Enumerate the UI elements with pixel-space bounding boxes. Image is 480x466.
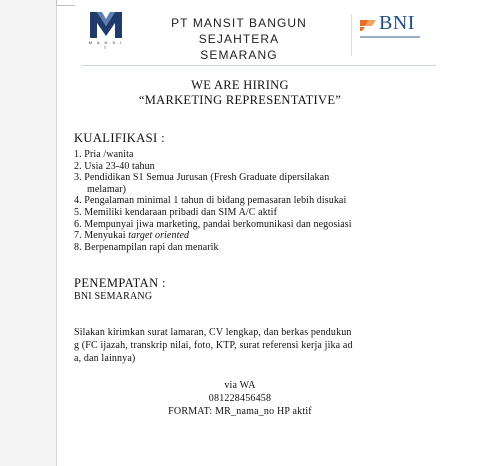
contact-format: FORMAT: MR_nama_no HP aktif xyxy=(168,406,312,417)
list-item: 5. Memiliki kendaraan pribadi dan SIM A/C aktif xyxy=(74,206,277,218)
instructions-line2: g (FC ijazah, transkrip nilai, foto, KTP, surat referensi kerja jika ad xyxy=(74,340,353,351)
list-item: 4. Pengalaman minimal 1 tahun di bidang pemasaran lebih disukai xyxy=(74,195,347,207)
application-instructions xyxy=(74,326,410,365)
qualifications-list xyxy=(74,149,424,253)
headline-line2: “MARKETING REPRESENTATIVE” xyxy=(138,93,342,107)
page-corner-mark xyxy=(56,0,75,6)
bni-emblem-icon xyxy=(360,16,378,34)
instructions-line3: a, dan lainnya) xyxy=(74,353,136,364)
qualifications-title: KUALIFIKASI : xyxy=(74,131,165,145)
company-name xyxy=(131,15,347,63)
contact-via: via WA xyxy=(224,380,256,391)
list-item: 6. Mempunyai jiwa marketing, pandai berkomunikasi dan negosiasi xyxy=(74,218,352,230)
header-divider xyxy=(81,65,436,66)
list-item: 2. Usia 23-40 tahun xyxy=(74,160,155,172)
list-item: 8. Berpenampilan rapi dan menarik xyxy=(74,241,219,253)
list-item: 3. Pendidikan S1 Semua Jurusan (Fresh Graduate dipersilakan xyxy=(74,172,330,184)
bni-wordmark: BNI xyxy=(379,12,415,34)
list-item xyxy=(74,230,424,242)
list-item-emphasis: target oriented xyxy=(128,230,190,242)
list-item-continuation: melamar) xyxy=(87,183,127,195)
bni-tagline-line xyxy=(360,36,420,38)
placement-title: PENEMPATAN : xyxy=(74,276,166,290)
instructions-line1: Silakan kirimkan surat lamaran, CV lengkap, dan berkas pendukun xyxy=(74,327,352,338)
company-name-line2: SEMARANG xyxy=(200,48,278,62)
placement-value: BNI SEMARANG xyxy=(74,291,153,302)
contact-phone: 081228456458 xyxy=(208,393,272,404)
headline-line1: WE ARE HIRING xyxy=(191,78,289,92)
list-item-text: 7. Menyukai xyxy=(74,230,129,242)
list-item: 1. Pria /wanita xyxy=(74,149,134,160)
bni-logo xyxy=(351,14,426,56)
company-name-line1: PT MANSIT BANGUN SEJAHTERA xyxy=(171,16,307,46)
mansit-logo-caption: M A N S I T xyxy=(88,40,124,50)
